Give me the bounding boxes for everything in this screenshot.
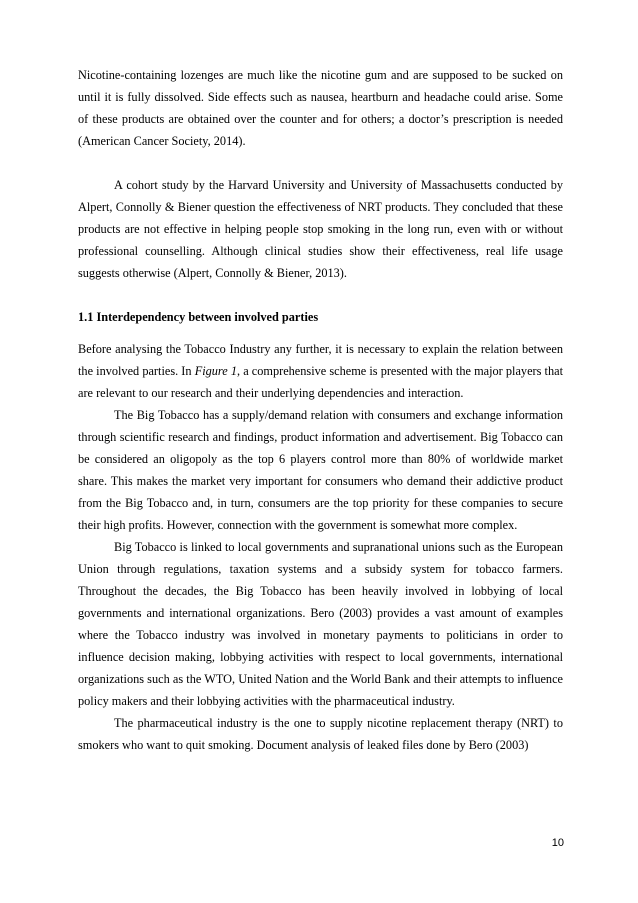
- paragraph-lozenges: Nicotine-containing lozenges are much like the nicotine gum and are supposed to be sucked on until it is fully dissolved. Side effects such as nausea, heartburn and headache could arise. Some of these products are obtained over the counter and for others; a doctor’s prescription is needed (American Cancer Society, 2014).: [78, 68, 563, 148]
- paragraph-interdependency: [78, 338, 563, 404]
- paragraph-cohort-study: A cohort study by the Harvard University and University of Massachusetts conducted by Alpert, Connolly & Biener question the effectiveness of NRT products. They concluded that these products are not effective in helping people stop smoking in the long run, even with or without professional counselling. Although clinical studies show their effectiveness, real life usage suggests otherwise (Alpert, Connolly & Biener, 2013).: [78, 178, 563, 280]
- section-heading-block: [78, 306, 563, 328]
- figure-reference: Figure 1: [194, 364, 237, 378]
- paragraph-interdependency-part1: Before analysing the Tobacco Industry any further, it is necessary to explain the relation between the involved parties. In: [78, 342, 563, 378]
- body-text-cohort: [78, 174, 563, 284]
- paragraph-interdependency-part2: , a comprehensive scheme is presented with the major players that are relevant to our research and their underlying dependencies and interaction.: [78, 364, 563, 400]
- paragraph-big-tobacco-governments: Big Tobacco is linked to local governments and supranational unions such as the European Union through regulations, taxation systems and a subsidy system for tobacco farmers. Throughout the decades, the Big Tobacco has been heavily involved in lobbying of local governments and international organizations. Bero (2003) provides a vast amount of examples where the Tobacco industry was involved in monetary payments to politicians in order to influence decision making, lobbying activities with respect to local governments, international organizations such as the WTO, United Nation and the World Bank and their attempts to influence policy makers and their lobbying activities with the pharmaceutical industry.: [78, 540, 563, 708]
- paragraph-pharmaceutical: The pharmaceutical industry is the one to supply nicotine replacement therapy (NRT) to smokers who want to quit smoking. Document analysis of leaked files done by Bero (2003): [78, 716, 563, 752]
- body-text-section: [78, 338, 563, 756]
- body-text: [78, 64, 563, 152]
- section-heading: 1.1 Interdependency between involved parties: [78, 310, 319, 324]
- paragraph-big-tobacco-consumers: The Big Tobacco has a supply/demand relation with consumers and exchange information through scientific research and findings, product information and advertisement. Big Tobacco can be considered an oligopoly as the top 6 players control more than 80% of worldwide market share. This makes the market very important for consumers who demand their addictive product from the Big Tobacco and, in turn, consumers are the top priority for these companies to secure their high profits. However, connection with the government is somewhat more complex.: [78, 408, 563, 532]
- page-number: 10: [551, 837, 564, 849]
